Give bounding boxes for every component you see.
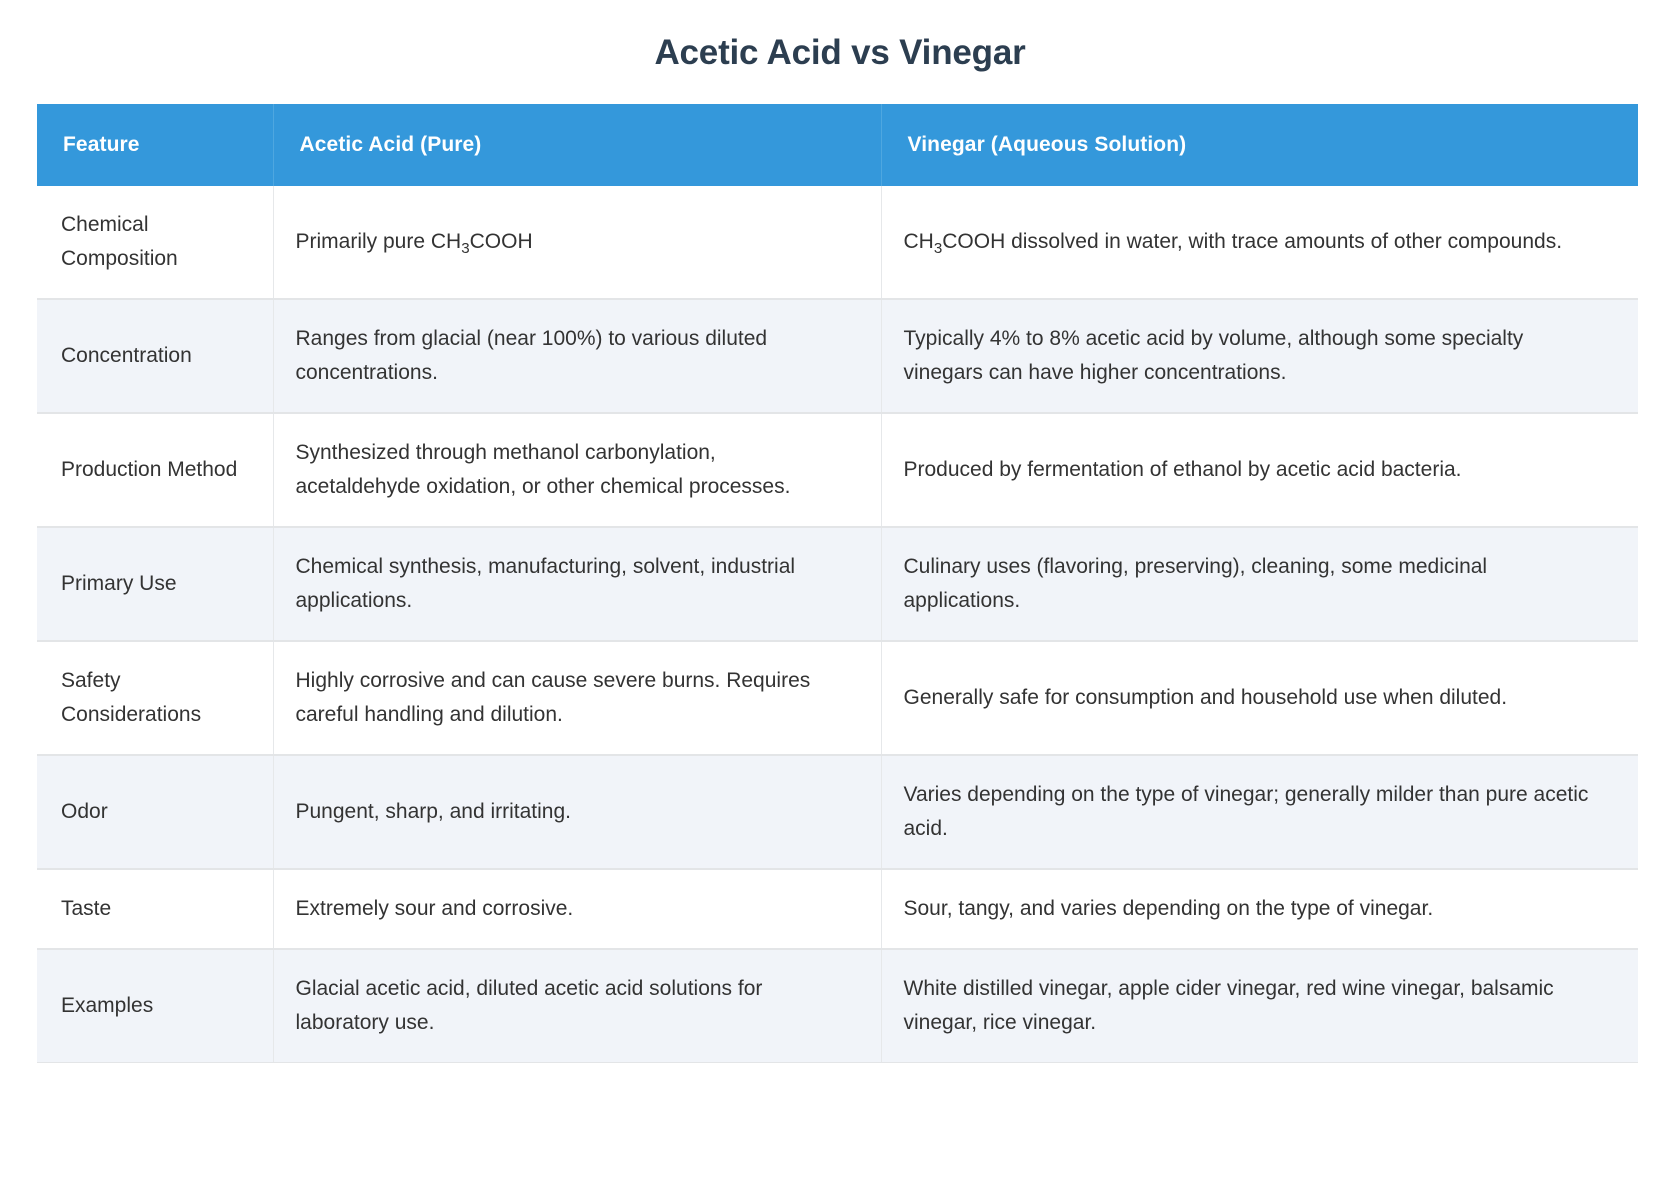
cell-acetic-acid: Primarily pure $CH_3COOH$	[273, 186, 881, 299]
cell-vinegar: $CH_3COOH$ dissolved in water, with trace amounts of other compounds.	[881, 186, 1638, 299]
cell-feature: Odor	[37, 755, 273, 869]
table-row	[37, 299, 1638, 413]
cell-vinegar: Varies depending on the type of vinegar; generally milder than pure acetic acid.	[881, 755, 1638, 869]
column-header-vinegar: Vinegar (Aqueous Solution)	[881, 104, 1638, 186]
table-row	[37, 527, 1638, 641]
cell-acetic-acid: Chemical synthesis, manufacturing, solvent, industrial applications.	[273, 527, 881, 641]
comparison-table-container	[37, 104, 1638, 1063]
cell-feature: Safety Considerations	[37, 641, 273, 755]
cell-acetic-acid: Ranges from glacial (near 100%) to various diluted concentrations.	[273, 299, 881, 413]
table-header-row	[37, 104, 1638, 186]
page-title: Acetic Acid vs Vinegar	[654, 33, 1026, 72]
comparison-table	[37, 104, 1638, 1063]
cell-acetic-acid: Pungent, sharp, and irritating.	[273, 755, 881, 869]
table-row	[37, 186, 1638, 299]
table-row	[37, 755, 1638, 869]
cell-vinegar: Culinary uses (flavoring, preserving), cleaning, some medicinal applications.	[881, 527, 1638, 641]
table-body	[37, 186, 1638, 1063]
cell-acetic-acid: Highly corrosive and can cause severe burns. Requires careful handling and dilution.	[273, 641, 881, 755]
table-header	[37, 104, 1638, 186]
cell-feature: Chemical Composition	[37, 186, 273, 299]
cell-vinegar: White distilled vinegar, apple cider vinegar, red wine vinegar, balsamic vinegar, rice vinegar.	[881, 949, 1638, 1063]
table-row	[37, 413, 1638, 527]
cell-feature: Taste	[37, 869, 273, 949]
cell-feature: Concentration	[37, 299, 273, 413]
column-header-acetic-acid: Acetic Acid (Pure)	[273, 104, 881, 186]
table-row	[37, 869, 1638, 949]
cell-acetic-acid: Synthesized through methanol carbonylation, acetaldehyde oxidation, or other chemical processes.	[273, 413, 881, 527]
cell-vinegar: Produced by fermentation of ethanol by acetic acid bacteria.	[881, 413, 1638, 527]
cell-acetic-acid: Extremely sour and corrosive.	[273, 869, 881, 949]
cell-vinegar: Generally safe for consumption and household use when diluted.	[881, 641, 1638, 755]
column-header-feature: Feature	[37, 104, 273, 186]
cell-acetic-acid: Glacial acetic acid, diluted acetic acid solutions for laboratory use.	[273, 949, 881, 1063]
cell-feature: Production Method	[37, 413, 273, 527]
table-row	[37, 949, 1638, 1063]
cell-vinegar: Sour, tangy, and varies depending on the type of vinegar.	[881, 869, 1638, 949]
cell-feature: Primary Use	[37, 527, 273, 641]
table-row	[37, 641, 1638, 755]
cell-vinegar: Typically 4% to 8% acetic acid by volume, although some specialty vinegars can have higher concentrations.	[881, 299, 1638, 413]
cell-feature: Examples	[37, 949, 273, 1063]
